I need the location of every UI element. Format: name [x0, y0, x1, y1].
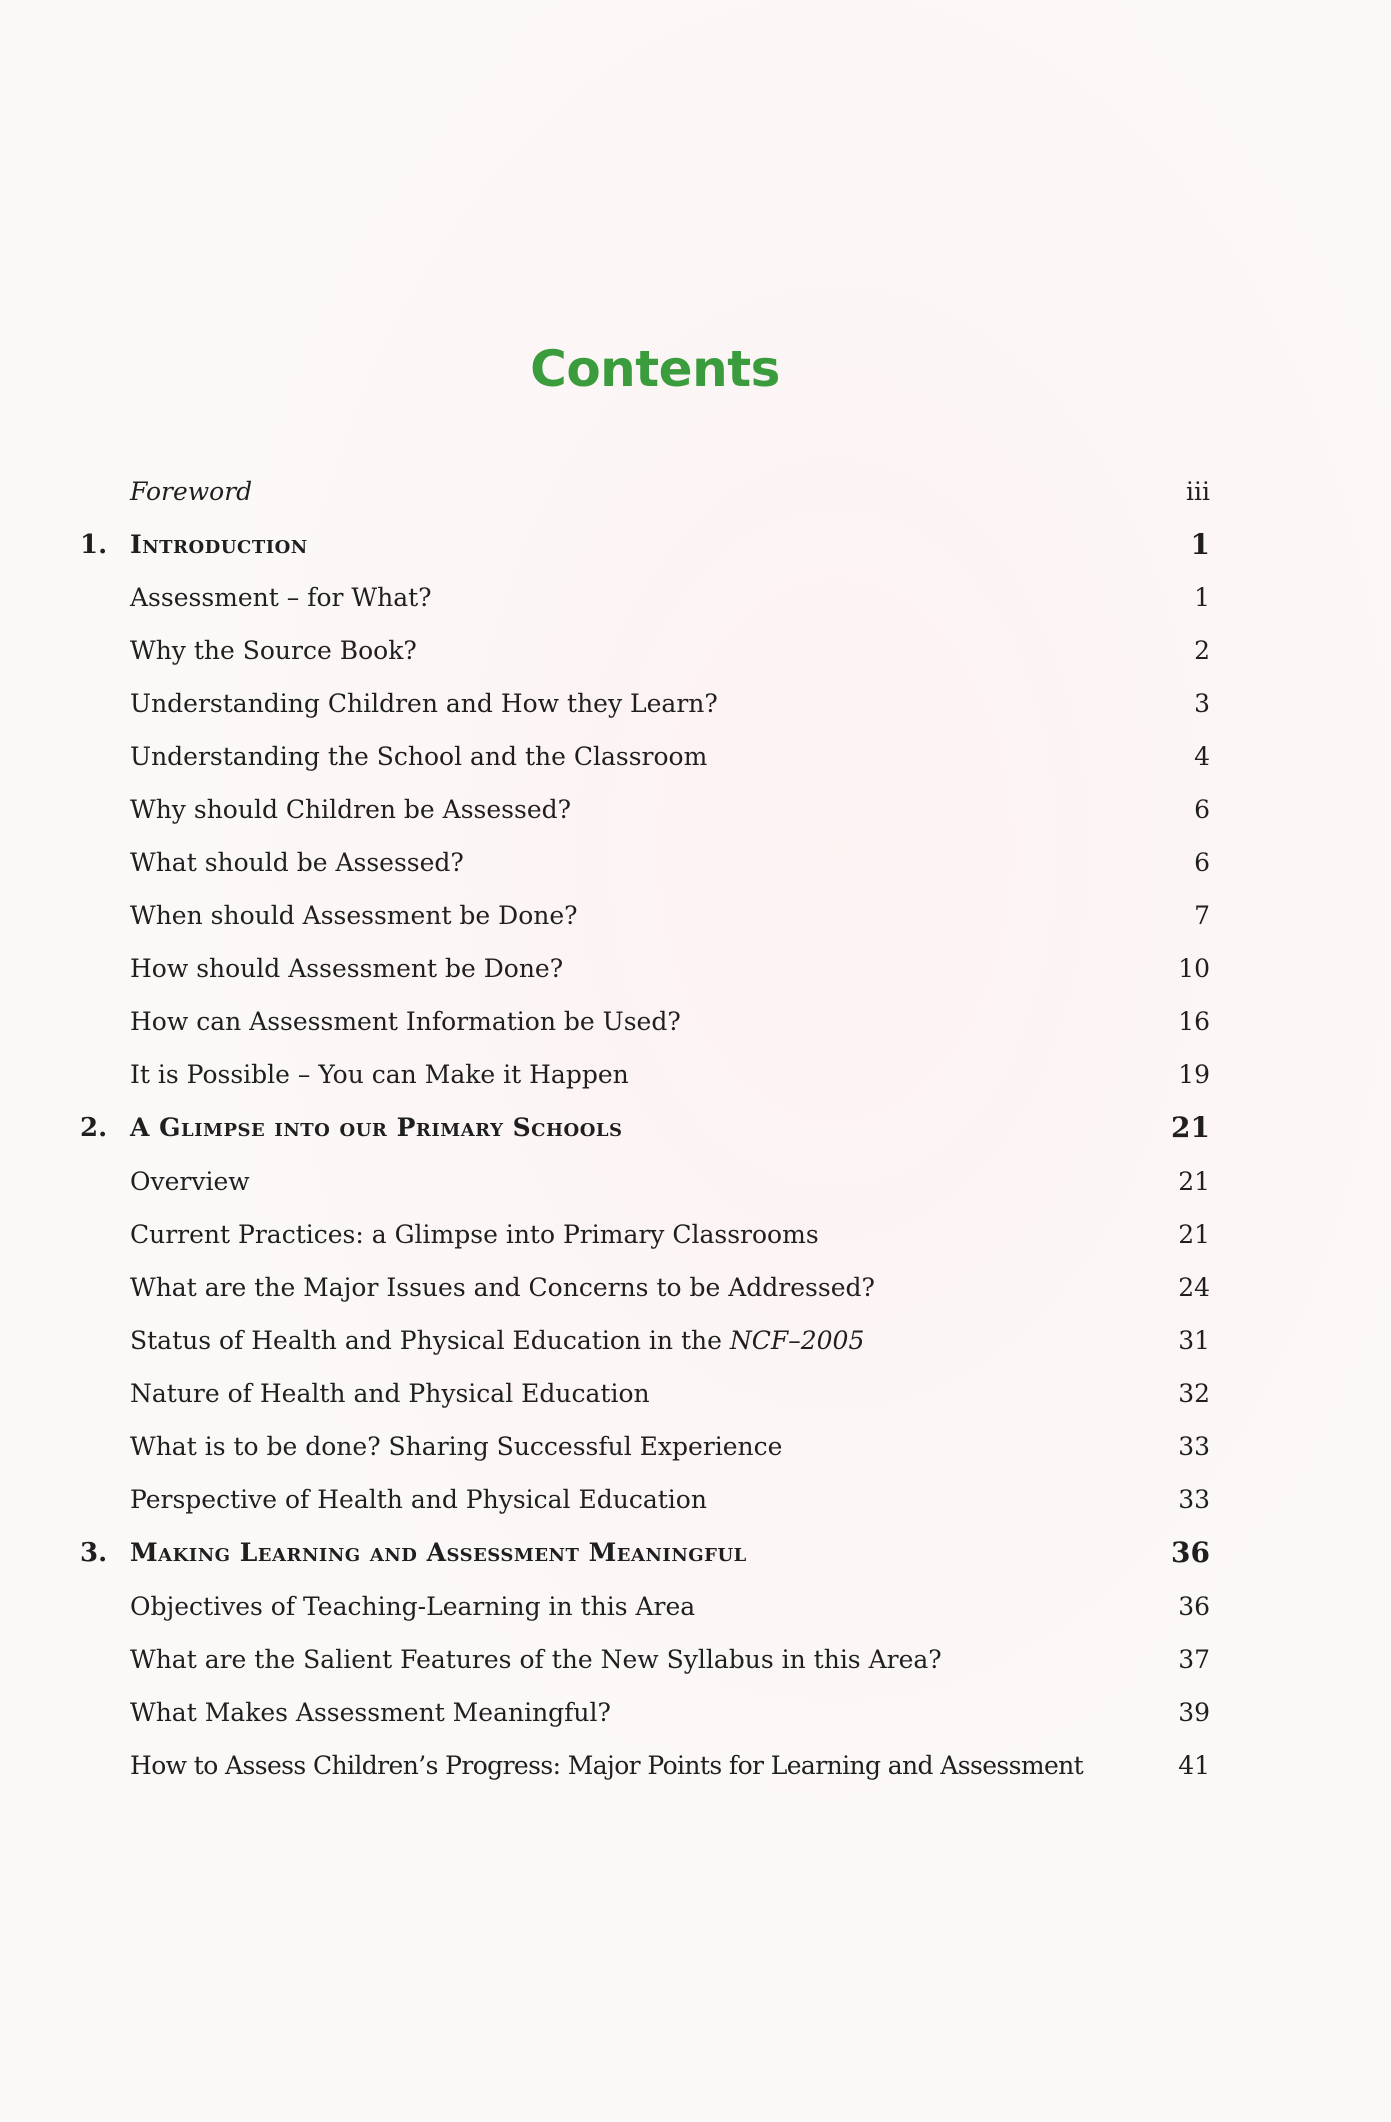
- toc-entry-label: When should Assessment be Done?: [130, 901, 578, 930]
- toc-entry: [130, 1640, 1210, 1680]
- toc-entry-page: 6: [1194, 795, 1210, 824]
- toc-entry-page: 19: [1178, 1060, 1210, 1089]
- toc-entry-label: Nature of Health and Physical Education: [130, 1379, 650, 1408]
- toc-entry-page: 39: [1178, 1698, 1210, 1727]
- toc-entry-page: 41: [1178, 1751, 1210, 1780]
- toc-entry-label-italic: NCF–2005: [729, 1326, 865, 1355]
- toc-entry: [130, 1002, 1210, 1042]
- toc-entry-label: How should Assessment be Done?: [130, 954, 564, 983]
- toc-entry: [130, 949, 1210, 989]
- chapter-page: 1: [1190, 528, 1210, 561]
- toc-chapter-2: [80, 1108, 1210, 1148]
- toc-entry-page: 32: [1178, 1379, 1210, 1408]
- toc-entry-page: 33: [1178, 1485, 1210, 1514]
- toc-entry-page: 1: [1194, 583, 1210, 612]
- chapter-title: A Glimpse into our Primary Schools: [130, 1113, 623, 1142]
- toc-entry-label: What are the Major Issues and Concerns to be Addressed?: [130, 1273, 875, 1302]
- toc-entry-label: What is to be done? Sharing Successful Experience: [130, 1432, 783, 1461]
- toc-entry-label: [130, 1321, 864, 1361]
- toc-foreword: [130, 472, 1210, 512]
- toc-entry: [130, 1427, 1210, 1467]
- toc-entry-label: How can Assessment Information be Used?: [130, 1007, 681, 1036]
- toc-entry-label: Understanding the School and the Classroom: [130, 742, 708, 771]
- toc-entry-page: 21: [1178, 1167, 1210, 1196]
- toc-entry: [130, 1374, 1210, 1414]
- toc-entry: [130, 1268, 1210, 1308]
- toc-entry-label: What are the Salient Features of the New Syllabus in this Area?: [130, 1645, 942, 1674]
- toc-entry: [130, 1693, 1210, 1733]
- toc-entry: [130, 737, 1210, 777]
- toc-entry-label: Current Practices: a Glimpse into Primary Classrooms: [130, 1220, 819, 1249]
- toc-entry: [130, 684, 1210, 724]
- toc-entry: [130, 1746, 1210, 1786]
- toc-entry-label: Objectives of Teaching-Learning in this Area: [130, 1592, 696, 1621]
- toc-entry: [130, 1480, 1210, 1520]
- toc-entry-label: Foreword: [130, 477, 253, 506]
- page-title: Contents: [530, 340, 780, 398]
- toc-entry: [130, 1162, 1210, 1202]
- toc-entry-page: 31: [1178, 1326, 1210, 1355]
- toc-entry: [130, 578, 1210, 618]
- toc-entry-label: Overview: [130, 1167, 250, 1196]
- toc-entry-page: iii: [1186, 477, 1210, 506]
- toc-entry: [130, 1055, 1210, 1095]
- toc-entry-page: 16: [1178, 1007, 1210, 1036]
- toc-entry-page: 2: [1194, 636, 1210, 665]
- toc-entry-label: Why the Source Book?: [130, 636, 417, 665]
- chapter-page: 36: [1171, 1536, 1210, 1569]
- chapter-number: 3.: [80, 1538, 108, 1568]
- toc-entry-page: 24: [1178, 1273, 1210, 1302]
- toc-entry: [130, 631, 1210, 671]
- chapter-title: Making Learning and Assessment Meaningful: [130, 1538, 747, 1567]
- toc-entry-label-text: Status of Health and Physical Education in the: [130, 1326, 722, 1355]
- chapter-number: 2.: [80, 1113, 108, 1143]
- toc-entry: [130, 843, 1210, 883]
- chapter-page: 21: [1171, 1111, 1210, 1144]
- toc-entry-label: Why should Children be Assessed?: [130, 795, 572, 824]
- toc-entry-page: 6: [1194, 848, 1210, 877]
- toc-entry-label: Perspective of Health and Physical Education: [130, 1485, 707, 1514]
- toc-entry-page: 21: [1178, 1220, 1210, 1249]
- toc-entry-label: Assessment – for What?: [130, 583, 432, 612]
- toc-entry-page: 37: [1178, 1645, 1210, 1674]
- toc-entry-label: What should be Assessed?: [130, 848, 464, 877]
- toc-entry-page: 7: [1194, 901, 1210, 930]
- toc-entry-page: 36: [1178, 1592, 1210, 1621]
- toc-entry-label: It is Possible – You can Make it Happen: [130, 1060, 629, 1089]
- chapter-title: Introduction: [130, 530, 308, 559]
- toc-entry: [130, 896, 1210, 936]
- toc-entry: [130, 1321, 1210, 1361]
- toc-entry-page: 4: [1194, 742, 1210, 771]
- toc-entry-label: Understanding Children and How they Learn?: [130, 689, 718, 718]
- toc-entry-label: How to Assess Children’s Progress: Major Points for Learning and Assessment: [130, 1751, 1084, 1780]
- chapter-number: 1.: [80, 530, 108, 560]
- toc-chapter-1: [80, 525, 1210, 565]
- toc-entry-page: 3: [1194, 689, 1210, 718]
- toc-entry-page: 10: [1178, 954, 1210, 983]
- toc-chapter-3: [80, 1533, 1210, 1573]
- toc-entry: [130, 1587, 1210, 1627]
- toc-entry: [130, 790, 1210, 830]
- toc-entry-page: 33: [1178, 1432, 1210, 1461]
- toc-entry-label: What Makes Assessment Meaningful?: [130, 1698, 611, 1727]
- toc-entry: [130, 1215, 1210, 1255]
